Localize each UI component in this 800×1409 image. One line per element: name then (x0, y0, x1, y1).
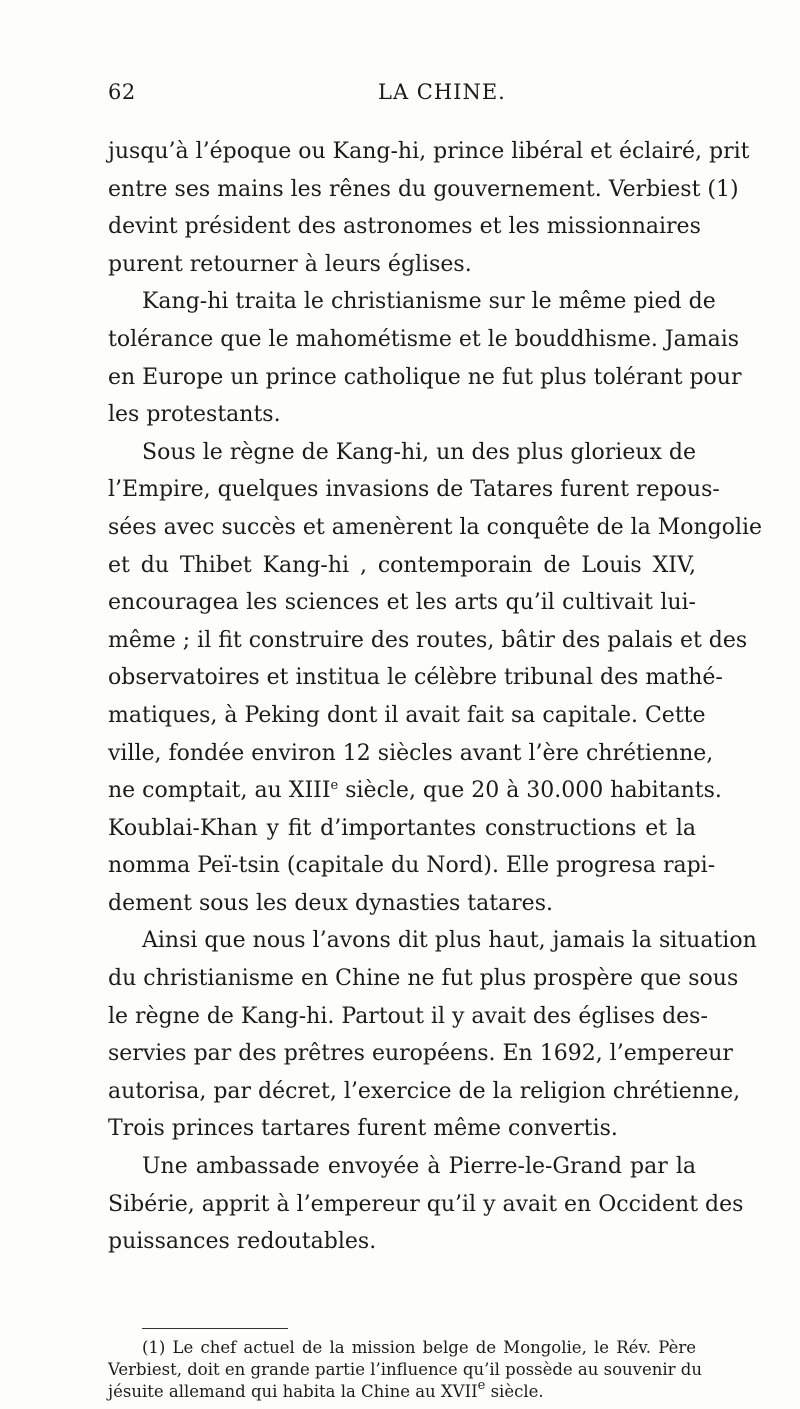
text-line: dement sous les deux dynasties tatares. (108, 890, 553, 916)
text-line: autorisa, par décret, l’exercice de la religion chrétienne, (108, 1078, 741, 1104)
text-line: Une ambassade envoyée à Pierre-le-Grand par la (142, 1154, 696, 1180)
text-line: Ainsi que nous l’avons dit plus haut, jamais la situation (142, 928, 757, 954)
text-segment: siècle. (485, 1382, 544, 1401)
text-line: nomma Peï-tsin (capitale du Nord). Elle progresa rapi- (108, 853, 716, 879)
text-line: jusqu’à l’époque ou Kang-hi, prince libéral et éclairé, prit (108, 139, 750, 164)
text-line: ville, fondée environ 12 siècles avant l’ère chrétienne, (108, 740, 714, 766)
text-line: même ; il fit construire des routes, bâtir des palais et des (108, 627, 748, 653)
footnote-line-with-superscript (108, 1378, 696, 1403)
page-header (0, 80, 800, 120)
superscript: e (477, 1378, 486, 1393)
text-line: entre ses mains les rênes du gouvernement. Verbiest (1) (108, 176, 739, 202)
text-line: tolérance que le mahométisme et le bouddhisme. Jamais (108, 326, 740, 352)
text-segment: ne comptait, au XIII (108, 778, 331, 804)
text-line: servies par des prêtres européens. En 1692, l’empereur (108, 1041, 733, 1067)
text-line: le règne de Kang-hi. Partout il y avait des églises des- (108, 1003, 708, 1029)
text-line: Sibérie, apprit à l’empereur qu’il y avait en Occident des (108, 1191, 744, 1217)
text-line: Trois princes tartares furent même convertis. (108, 1116, 618, 1142)
footnote-divider (142, 1328, 288, 1329)
text-line: les protestants. (108, 402, 281, 428)
text-line: devint président des astronomes et les missionnaires (108, 214, 701, 240)
superscript: e (330, 778, 339, 794)
text-line: matiques, à Peking dont il avait fait sa capitale. Cette (108, 702, 706, 728)
page-number: 62 (108, 80, 136, 104)
text-line: puissances redoutables. (108, 1229, 377, 1255)
text-line: Sous le règne de Kang-hi, un des plus glorieux de (142, 439, 697, 465)
footnote (108, 1337, 702, 1403)
text-line: l’Empire, quelques invasions de Tatares furent repous- (108, 477, 720, 503)
text-line: Kang-hi traita le christianisme sur le même pied de (142, 289, 716, 315)
text-line: en Europe un prince catholique ne fut plus tolérant pour (108, 364, 742, 390)
text-line: observatoires et institua le célèbre tribunal des mathé- (108, 665, 723, 691)
running-title: LA CHINE. (378, 80, 506, 104)
text-line: purent retourner à leurs églises. (108, 251, 472, 277)
text-line: sées avec succès et amenèrent la conquête de la Mongolie (108, 514, 763, 540)
body-text (108, 133, 763, 1261)
text-line-with-superscript (108, 772, 722, 810)
text-line: du christianisme en Chine ne fut plus prospère que sous (108, 966, 739, 992)
footnote-line: (1) Le chef actuel de la mission belge de Mongolie, le Rév. Père (142, 1338, 696, 1357)
text-segment: jésuite allemand qui habita la Chine au XVII (108, 1382, 478, 1401)
text-line: encouragea les sciences et les arts qu’il cultivait lui- (108, 590, 696, 616)
footnote-line: Verbiest, doit en grande partie l’influence qu’il possède au souvenir du (108, 1360, 702, 1379)
text-line: Koublai-Khan y fit d’importantes constructions et la (108, 815, 696, 841)
text-segment: siècle, que 20 à 30.000 habitants. (338, 778, 722, 804)
text-line: et du Thibet Kang-hi , contemporain de Louis XIV, (108, 552, 696, 578)
